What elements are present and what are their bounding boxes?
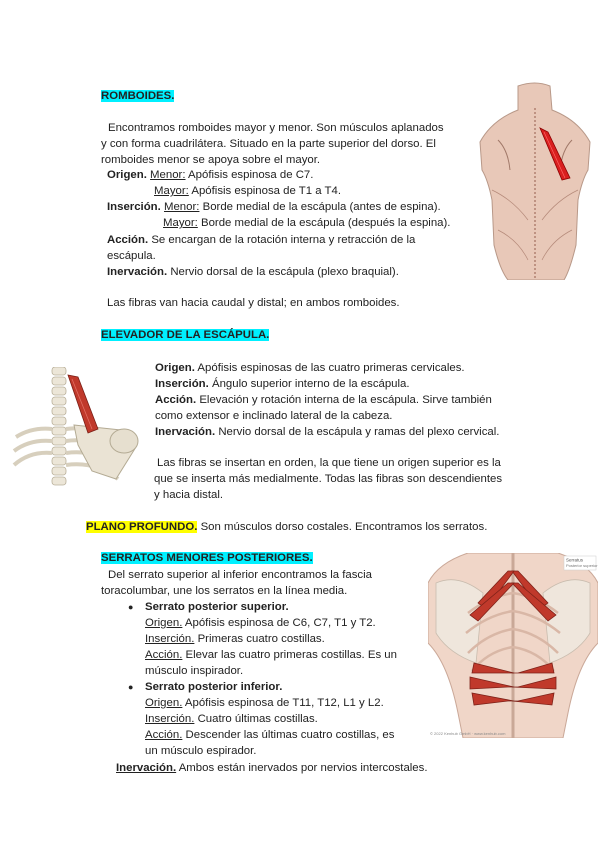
- serrato-superior-insercion: Inserción. Primeras cuatro costillas.: [145, 633, 325, 645]
- serratus-posterior-illustration: [428, 553, 598, 738]
- elevador-origen: Origen. Apófisis espinosas de las cuatro primeras cervicales.: [155, 362, 465, 374]
- romboides-origen-mayor: Mayor: Apófisis espinosa de T1 a T4.: [154, 185, 342, 197]
- romboides-intro-1: Encontramos romboides mayor y menor. Son músculos aplanados: [108, 122, 444, 134]
- romboides-intro-2: y con forma cuadrilátera. Situado en la parte superior del dorso. El: [101, 138, 436, 150]
- plano-profundo: PLANO PROFUNDO. Son músculos dorso costales. Encontramos los serratos.: [86, 521, 488, 533]
- serratos-inervacion: Inervación. Ambos están inervados por nervios intercostales.: [116, 762, 428, 774]
- romboides-accion: Acción. Se encargan de la rotación interna y retracción de la: [107, 234, 416, 246]
- serrato-inferior-title: ● Serrato posterior inferior.: [145, 680, 282, 696]
- serrato-superior-origen: Origen. Apófisis espinosa de C6, C7, T1 y T2.: [145, 617, 376, 629]
- serrato-superior-accion: Acción. Elevar las cuatro primeras costillas. Es un: [145, 649, 397, 661]
- elevador-accion: Acción. Elevación y rotación interna de la escápula. Sirve también: [155, 394, 492, 406]
- romboides-accion-2: escápula.: [107, 250, 156, 262]
- elevador-fibras-2: que se inserta más medialmente. Todas las fibras son descendientes: [154, 473, 503, 485]
- elevador-insercion: Inserción. Ángulo superior interno de la escápula.: [155, 378, 410, 390]
- rhomboid-back-illustration: [478, 80, 592, 280]
- romboides-fibras: Las fibras van hacia caudal y distal; en ambos romboides.: [107, 297, 400, 309]
- serratos-intro-1: Del serrato superior al inferior encontramos la fascia: [108, 569, 372, 581]
- serrato-inferior-insercion: Inserción. Cuatro últimas costillas.: [145, 713, 318, 725]
- elevador-fibras-3: y hacia distal.: [154, 489, 224, 501]
- elevador-inervacion: Inervación. Nervio dorsal de la escápula y ramas del plexo cervical.: [155, 426, 500, 438]
- romboides-inervacion: Inervación. Nervio dorsal de la escápula (plexo braquial).: [107, 266, 399, 278]
- fig3-caption-2: Posterior superior: [566, 563, 598, 568]
- romboides-insercion-menor: Inserción. Menor: Borde medial de la escápula (antes de espina).: [107, 201, 441, 213]
- serrato-superior-title: ● Serrato posterior superior.: [145, 600, 289, 616]
- romboides-title: ROMBOIDES.: [101, 90, 175, 102]
- romboides-intro-3: romboides menor se apoya sobre el mayor.: [101, 154, 321, 166]
- serrato-inferior-accion: Acción. Descender las últimas cuatro costillas, es: [145, 729, 395, 741]
- fig3-footer: © 2022 Kenhub GmbH · www.kenhub.com: [430, 731, 506, 736]
- elevador-title: ELEVADOR DE LA ESCÁPULA.: [101, 329, 270, 341]
- serratos-intro-2: toracolumbar, une los serratos en la línea media.: [101, 585, 348, 597]
- serrato-superior-accion-2: músculo inspirador.: [145, 665, 244, 677]
- romboides-origen-menor: Origen. Menor: Apófisis espinosa de C7.: [107, 169, 314, 181]
- fig3-caption-1: Serratus: [566, 557, 584, 563]
- elevador-accion-2: como extensor e inclinado lateral de la cabeza.: [155, 410, 393, 422]
- elevador-fibras-1: Las fibras se insertan en orden, la que tiene un origen superior es la: [157, 457, 501, 469]
- serrato-inferior-origen: Origen. Apófisis espinosa de T11, T12, L1 y L2.: [145, 697, 384, 709]
- romboides-insercion-mayor: Mayor: Borde medial de la escápula (después la espina).: [163, 217, 451, 229]
- serrato-inferior-accion-2: un músculo espirador.: [145, 745, 257, 757]
- serratos-title: SERRATOS MENORES POSTERIORES.: [101, 552, 313, 564]
- levator-scapulae-illustration: [12, 367, 140, 499]
